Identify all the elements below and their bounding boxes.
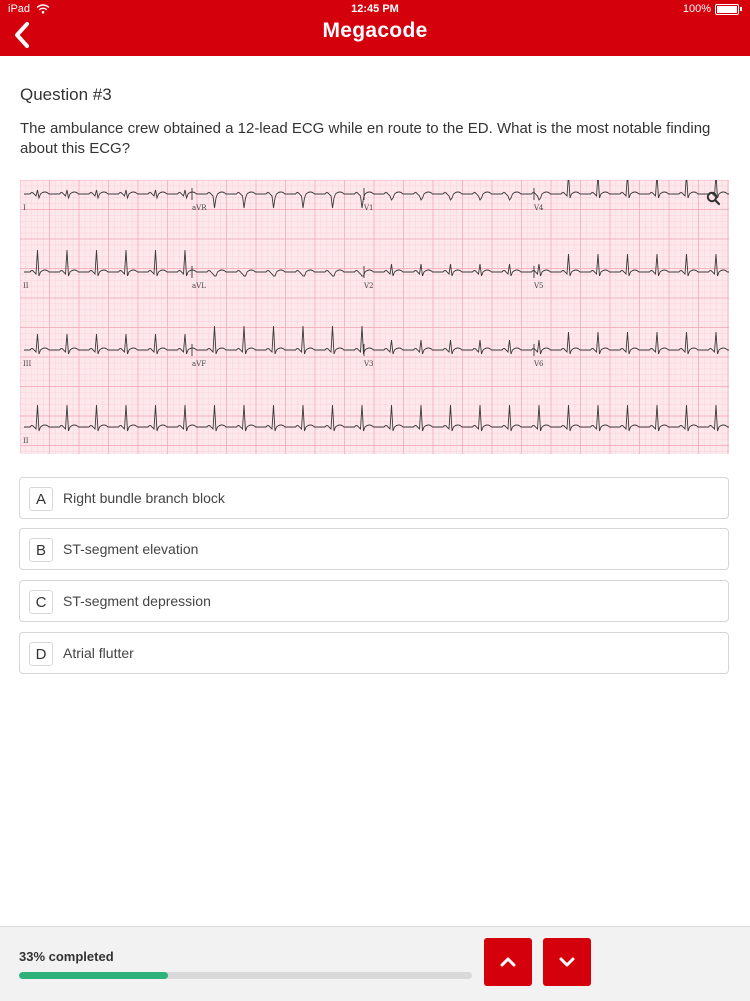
option-letter: D — [29, 642, 53, 666]
option-text: ST-segment depression — [63, 593, 211, 609]
option-text: Atrial flutter — [63, 645, 134, 661]
device-name: iPad — [8, 3, 31, 15]
ecg-lead-label: V4 — [534, 204, 544, 212]
page-title: Megacode — [322, 19, 428, 42]
ecg-lead-label: aVL — [192, 282, 206, 290]
chevron-up-icon — [499, 956, 517, 968]
ecg-lead-label: V6 — [534, 360, 544, 368]
question-number: Question #3 — [20, 85, 112, 104]
option-text: ST-segment elevation — [63, 541, 199, 557]
ecg-lead-label: V1 — [364, 204, 374, 212]
ecg-lead-label: V5 — [534, 282, 544, 290]
ecg-lead-label: II — [23, 282, 29, 290]
ecg-lead-label: V2 — [364, 282, 374, 290]
status-right — [683, 3, 742, 15]
battery-tip — [740, 7, 742, 11]
previous-question-button[interactable] — [484, 938, 532, 986]
question-text: The ambulance crew obtained a 12-lead ECG while en route to the ED. What is the most notable finding about this ECG? — [20, 120, 711, 157]
battery-percent: 100% — [682, 3, 711, 15]
option-letter: C — [29, 590, 53, 614]
ecg-lead-label: aVR — [192, 204, 207, 212]
option-letter: B — [29, 538, 53, 562]
status-time: 12:45 PM — [351, 3, 399, 15]
progress-label: 33% completed — [19, 949, 114, 964]
answer-option-b[interactable] — [19, 528, 729, 570]
answer-option-a[interactable] — [19, 477, 729, 519]
ecg-lead-label: II — [23, 437, 29, 445]
option-letter: A — [29, 487, 53, 511]
answer-option-c[interactable] — [19, 580, 729, 622]
chevron-down-icon — [558, 956, 576, 968]
ecg-lead-label: I — [23, 204, 26, 212]
app-header — [0, 0, 750, 56]
next-question-button[interactable] — [543, 938, 591, 986]
ecg-lead-label: aVF — [192, 360, 207, 368]
ecg-lead-label: III — [23, 360, 32, 368]
answer-option-d[interactable] — [19, 632, 729, 674]
footer-bar — [0, 926, 750, 1001]
battery-icon — [715, 4, 739, 15]
progress-fill — [19, 972, 168, 979]
ecg-lead-label: V3 — [364, 360, 374, 368]
ecg-image[interactable] — [20, 180, 729, 454]
status-bar — [0, 0, 750, 18]
option-text: Right bundle branch block — [63, 490, 225, 506]
progress-bar — [19, 972, 472, 979]
